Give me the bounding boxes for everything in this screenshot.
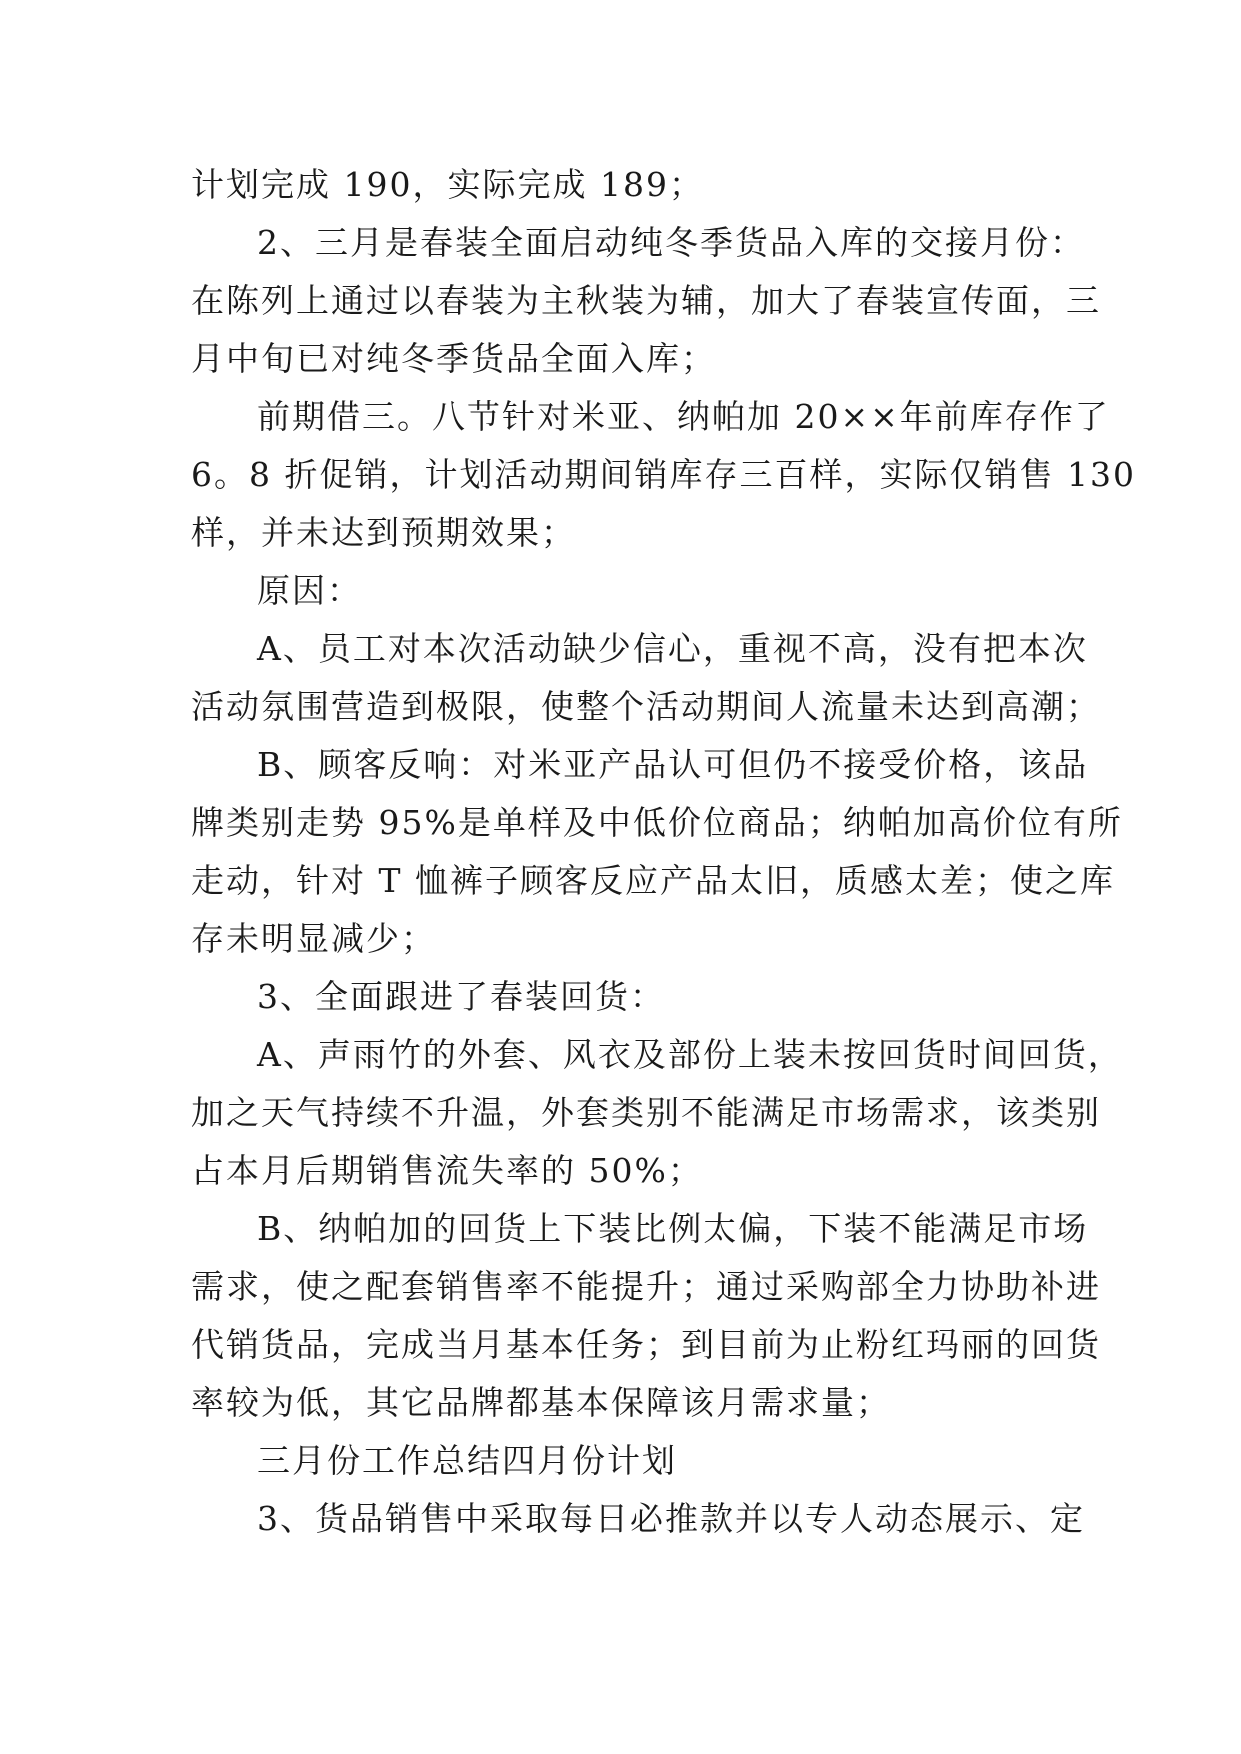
document-body [191, 156, 1136, 1548]
paragraph-start: 前期借三。八节针对米亚、纳帕加 20××年前库存作了 [257, 397, 1110, 436]
text-line: 6。8 折促销，计划活动期间销库存三百样，实际仅销售 130 [191, 455, 1136, 494]
paragraph-start: 3、全面跟进了春装回货： [257, 977, 665, 1016]
text-line: 样，并未达到预期效果； [191, 513, 576, 552]
text-line: 走动，针对 T 恤裤子顾客反应产品太旧，质感太差；使之库 [191, 861, 1115, 900]
text-line: 代销货品，完成当月基本任务；到目前为止粉红玛丽的回货 [191, 1325, 1101, 1364]
paragraph-start: B、顾客反响：对米亚产品认可但仍不接受价格，该品 [257, 745, 1089, 784]
text-line: 牌类别走势 95%是单样及中低价位商品；纳帕加高价位有所 [191, 803, 1123, 842]
text-line: 计划完成 190，实际完成 189； [191, 165, 704, 204]
paragraph-start: B、纳帕加的回货上下装比例太偏，下装不能满足市场 [257, 1209, 1089, 1248]
text-line: 占本月后期销售流失率的 50%； [191, 1151, 703, 1190]
text-line: 率较为低，其它品牌都基本保障该月需求量； [191, 1383, 891, 1422]
paragraph-start: 原因： [257, 571, 362, 610]
text-line: 活动氛围营造到极限，使整个活动期间人流量未达到高潮； [191, 687, 1101, 726]
paragraph-start: 3、货品销售中采取每日必推款并以专人动态展示、定 [257, 1499, 1085, 1538]
text-line: 加之天气持续不升温，外套类别不能满足市场需求，该类别 [191, 1093, 1101, 1132]
text-line: 存未明显减少； [191, 919, 436, 958]
paragraph-start: 2、三月是春装全面启动纯冬季货品入库的交接月份： [257, 223, 1085, 262]
paragraph-start: A、员工对本次活动缺少信心，重视不高，没有把本次 [257, 629, 1088, 668]
paragraph-start: A、声雨竹的外套、风衣及部份上装未按回货时间回货， [257, 1035, 1123, 1074]
text-line: 在陈列上通过以春装为主秋装为辅，加大了春装宣传面，三 [191, 281, 1101, 320]
text-line: 需求，使之配套销售率不能提升；通过采购部全力协助补进 [191, 1267, 1101, 1306]
text-line: 月中旬已对纯冬季货品全面入库； [191, 339, 716, 378]
section-heading: 三月份工作总结四月份计划 [257, 1441, 677, 1480]
